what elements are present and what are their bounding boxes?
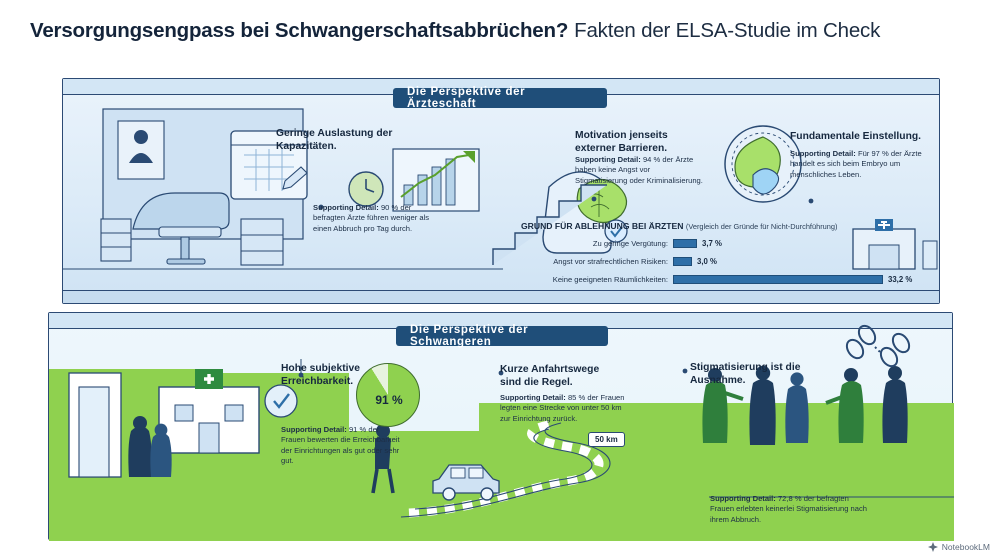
pregnant-item-3-detail-text: 72,8 % der befragten Frauen erlebten keinerlei Stigmatisierung nach ihrem Abbruch. (710, 494, 868, 524)
pregnant-item-2-headline: Kurze Anfahrtswege sind die Regel. (500, 364, 600, 388)
doctors-item-1-detail (313, 203, 437, 234)
footer-brand (928, 542, 990, 552)
doctors-item-3-headline: Fundamentale Einstellung. (790, 131, 922, 142)
chart-bar-row-3 (521, 273, 912, 286)
chart-bar-row-1 (521, 237, 722, 250)
pregnant-item-3-headline: Stigmatisierung ist die Ausnahme. (690, 362, 801, 386)
pregnant-item-2-detail (500, 393, 626, 424)
distance-marker: 50 km (588, 432, 625, 447)
doctors-banner: Die Perspektive der Ärzteschaft (393, 88, 607, 108)
chart-bar-value-3: 33,2 % (888, 275, 913, 284)
doctors-item-2-detail-label: Supporting Detail: (575, 155, 641, 164)
page-title-light: Fakten der ELSA-Studie im Check (574, 19, 881, 42)
doctors-item-1-detail-text: 90 % der befragten Ärzte führen weniger als einen Abbruch pro Tag durch. (313, 203, 430, 233)
doctors-item-2-detail-text: 94 % der Ärzte haben keine Angst vor Stigmatisierung oder Kriminalisierung. (575, 155, 703, 185)
pregnant-item-1-detail-text: 91 % der Frauen bewerten die Erreichbarkeit der Einrichtungen als gut oder sehr gut. (281, 425, 400, 465)
notebooklm-icon (928, 542, 938, 552)
page-title (30, 14, 970, 48)
doctors-item-1-detail-label: Supporting Detail: (313, 203, 379, 212)
pregnant-item-2-detail-label: Supporting Detail: (500, 393, 566, 402)
footer-brand-label: NotebookLM (941, 542, 990, 552)
chart-bar-row-2 (521, 255, 717, 268)
chart-bar-value-2: 3,0 % (697, 257, 717, 266)
chart-bar-label-1: Zu geringe Vergütung: (592, 239, 668, 248)
pie-value-label: 91 % (375, 393, 403, 407)
chart-bar-label-2: Angst vor strafrechtlichen Risiken: (553, 257, 668, 266)
chart-bar-3 (673, 275, 883, 284)
pregnant-banner: Die Perspektive der Schwangeren (396, 326, 608, 346)
chart-bar-2 (673, 257, 692, 266)
doctors-item-3-detail-text: Für 97 % der Ärzte handelt es sich beim Embryo um menschliches Leben. (790, 149, 922, 179)
rejection-reason-chart (521, 221, 921, 293)
chart-title-main: GRUND FÜR ABLEHNUNG BEI ÄRZTEN (521, 221, 684, 231)
chart-bar-label-3: Keine geeigneten Räumlichkeiten: (552, 275, 668, 284)
chart-bar-1 (673, 239, 697, 248)
page-title-strong: Versorgungsengpass bei Schwangerschaftsabbrüchen? (30, 19, 569, 42)
doctors-item-2-detail (575, 155, 703, 186)
chart-title (521, 221, 837, 231)
chart-bar-value-1: 3,7 % (702, 239, 722, 248)
pregnant-item-1-headline: Hohe subjektive Erreichbarkeit. (281, 363, 360, 387)
pregnant-item-3-detail-label: Supporting Detail: (710, 494, 776, 503)
chart-subtitle: (Vergleich der Gründe für Nicht-Durchführung) (685, 222, 838, 231)
pregnant-item-1-detail-label: Supporting Detail: (281, 425, 347, 434)
doctors-item-2-headline: Motivation jenseits externer Barrieren. (575, 130, 668, 154)
pregnant-item-1-detail (281, 425, 401, 466)
doctors-item-1-headline: Geringe Auslastung der Kapazitäten. (276, 128, 393, 152)
pregnant-item-3-detail (710, 494, 870, 525)
pregnant-item-2-detail-text: 85 % der Frauen legten eine Strecke von unter 50 km zur Einrichtung zurück. (500, 393, 625, 423)
doctors-item-3-detail (790, 149, 922, 180)
doctors-item-3-detail-label: Supporting Detail: (790, 149, 856, 158)
